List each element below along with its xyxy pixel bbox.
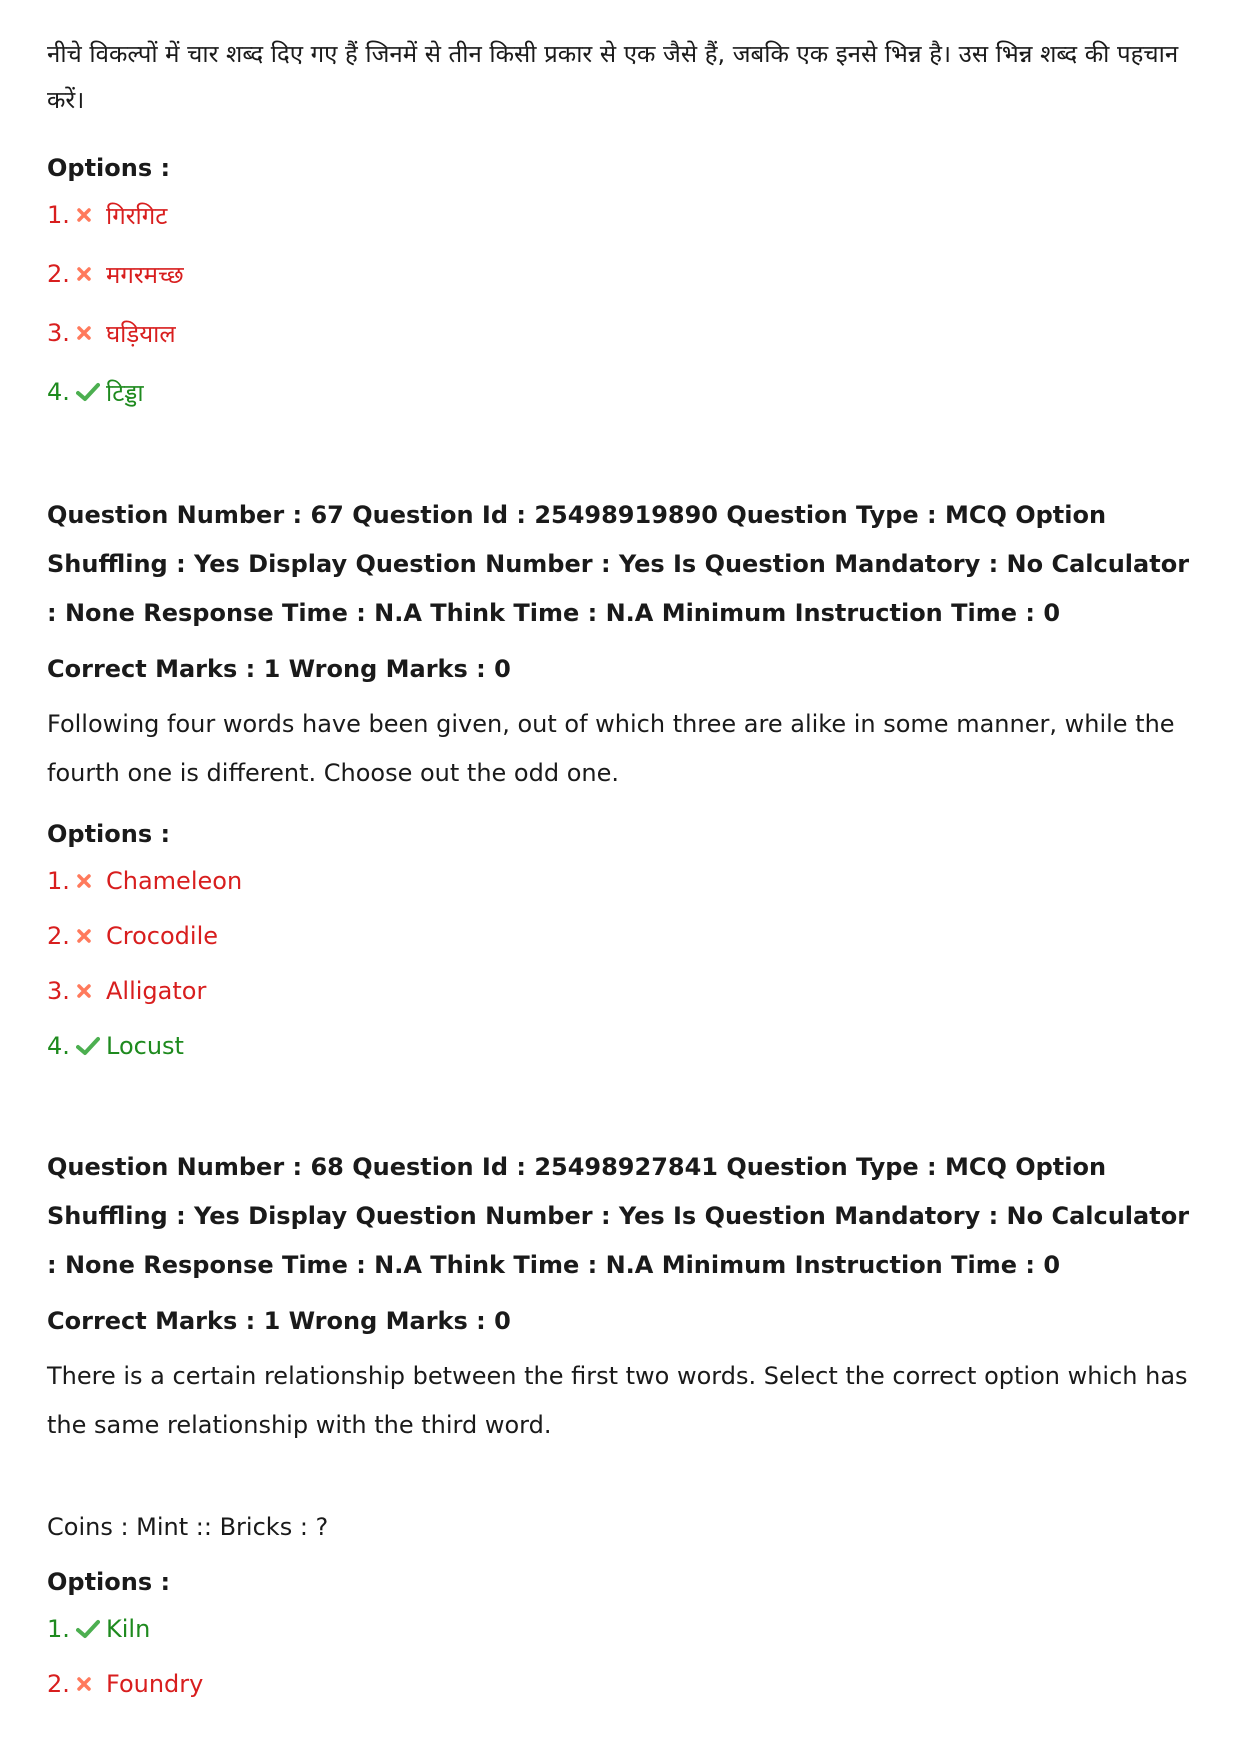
option-label: घड़ियाल <box>106 319 176 348</box>
option-number: 2. <box>47 922 70 950</box>
check-icon <box>76 382 106 402</box>
option-label: मगरमच्छ <box>106 260 184 289</box>
option-label: Crocodile <box>106 922 218 950</box>
options-label: Options : <box>47 820 171 848</box>
option-1[interactable] <box>47 864 242 898</box>
option-number: 2. <box>47 1670 70 1698</box>
question-text: Following four words have been given, out of which three are alike in some manner, while the fourth one is different. Choose out the odd one. <box>47 710 1175 787</box>
question-text: नीचे विकल्पों में चार शब्द दिए गए हैं जिनमें से तीन किसी प्रकार से एक जैसे हैं, जबकि एक इनसे भिन्न है। उस भिन्न शब्द की पहचान करें। <box>47 40 1179 114</box>
cross-icon <box>76 266 106 282</box>
option-2[interactable] <box>47 257 184 291</box>
option-number: 4. <box>47 378 70 406</box>
question-marks: Correct Marks : 1 Wrong Marks : 0 <box>47 655 511 683</box>
check-icon <box>76 1619 106 1639</box>
option-4[interactable] <box>47 375 144 409</box>
option-number: 4. <box>47 1032 70 1060</box>
options-label: Options : <box>47 1568 171 1596</box>
question-66 <box>47 31 1197 123</box>
option-label: गिरगिट <box>106 201 168 230</box>
cross-icon <box>76 1676 106 1692</box>
question-marks: Correct Marks : 1 Wrong Marks : 0 <box>47 1307 511 1335</box>
question-meta: Question Number : 68 Question Id : 25498927841 Question Type : MCQ Option Shuffling : Yes Display Question Number : Yes Is Question Mandatory : No Calculator : None Response Time : N.A Think Time : N.A Minimum Instruction Time : 0 <box>47 1153 1190 1279</box>
option-2[interactable] <box>47 919 218 953</box>
cross-icon <box>76 873 106 889</box>
option-number: 3. <box>47 977 70 1005</box>
option-label: Chameleon <box>106 867 243 895</box>
cross-icon <box>76 325 106 341</box>
question-67-meta <box>47 491 1197 638</box>
option-number: 1. <box>47 1615 70 1643</box>
option-label: Foundry <box>106 1670 204 1698</box>
option-2[interactable] <box>47 1667 203 1701</box>
question-text: There is a certain relationship between the first two words. Select the correct option which has the same relationship with the third word. <box>47 1362 1188 1439</box>
analogy-text: Coins : Mint :: Bricks : ? <box>47 1513 329 1541</box>
options-label: Options : <box>47 154 171 182</box>
cross-icon <box>76 207 106 223</box>
option-1[interactable] <box>47 1612 150 1646</box>
option-number: 1. <box>47 201 70 229</box>
question-meta: Question Number : 67 Question Id : 25498919890 Question Type : MCQ Option Shuffling : Yes Display Question Number : Yes Is Question Mandatory : No Calculator : None Response Time : N.A Think Time : N.A Minimum Instruction Time : 0 <box>47 501 1190 627</box>
option-label: Kiln <box>106 1615 151 1643</box>
option-number: 1. <box>47 867 70 895</box>
option-3[interactable] <box>47 974 206 1008</box>
option-number: 2. <box>47 260 70 288</box>
option-number: 3. <box>47 319 70 347</box>
check-icon <box>76 1036 106 1056</box>
option-label: Locust <box>106 1032 184 1060</box>
option-1[interactable] <box>47 198 167 232</box>
cross-icon <box>76 983 106 999</box>
option-4[interactable] <box>47 1029 184 1063</box>
cross-icon <box>76 928 106 944</box>
question-68-meta <box>47 1143 1197 1290</box>
option-3[interactable] <box>47 316 176 350</box>
question-67 <box>47 700 1197 798</box>
option-label: Alligator <box>106 977 207 1005</box>
option-label: टिड्डा <box>106 378 144 407</box>
question-68 <box>47 1352 1197 1450</box>
